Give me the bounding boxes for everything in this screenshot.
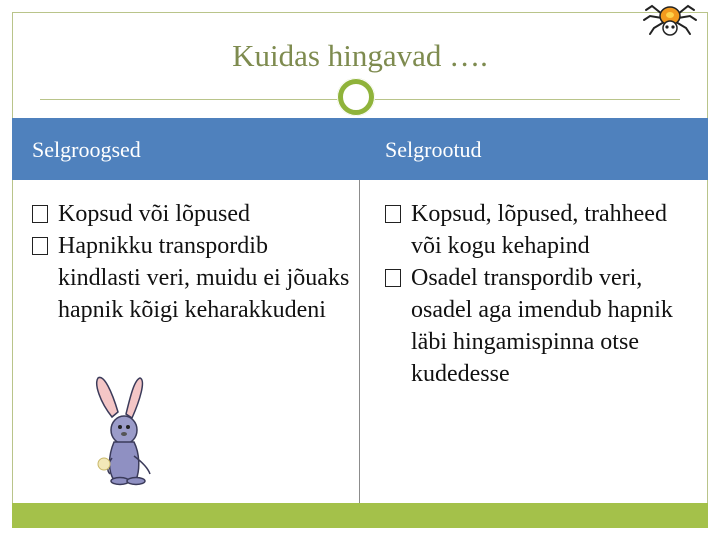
box-bullet-icon bbox=[32, 237, 48, 255]
column-header-right: Selgrootud bbox=[385, 137, 482, 162]
slide-title: Kuidas hingavad …. bbox=[232, 38, 488, 73]
rabbit-icon bbox=[90, 372, 160, 487]
column-header-left: Selgroogsed bbox=[32, 137, 141, 162]
list-item bbox=[385, 198, 685, 262]
list-item-text: Osadel transpordib veri, osadel aga imendub hapnik läbi hingamispinna otse kudedesse bbox=[411, 265, 673, 387]
box-bullet-icon bbox=[385, 269, 401, 287]
list-item-text: Hapnikku transpordib kindlasti veri, muidu ei jõuaks hapnik kõigi keharakkudeni bbox=[58, 233, 350, 323]
list-item-text: Kopsud või lõpused bbox=[58, 201, 250, 227]
ring-ornament-icon bbox=[337, 78, 375, 116]
footer-bar bbox=[12, 503, 708, 528]
column-divider bbox=[359, 180, 360, 503]
spider-icon bbox=[640, 0, 700, 38]
list-item bbox=[32, 198, 352, 230]
right-column-list bbox=[385, 198, 685, 390]
left-column-list bbox=[32, 198, 352, 326]
list-item bbox=[32, 230, 352, 326]
list-item-text: Kopsud, lõpused, trahheed või kogu kehapind bbox=[411, 201, 667, 259]
list-item bbox=[385, 262, 685, 390]
box-bullet-icon bbox=[385, 205, 401, 223]
box-bullet-icon bbox=[32, 205, 48, 223]
